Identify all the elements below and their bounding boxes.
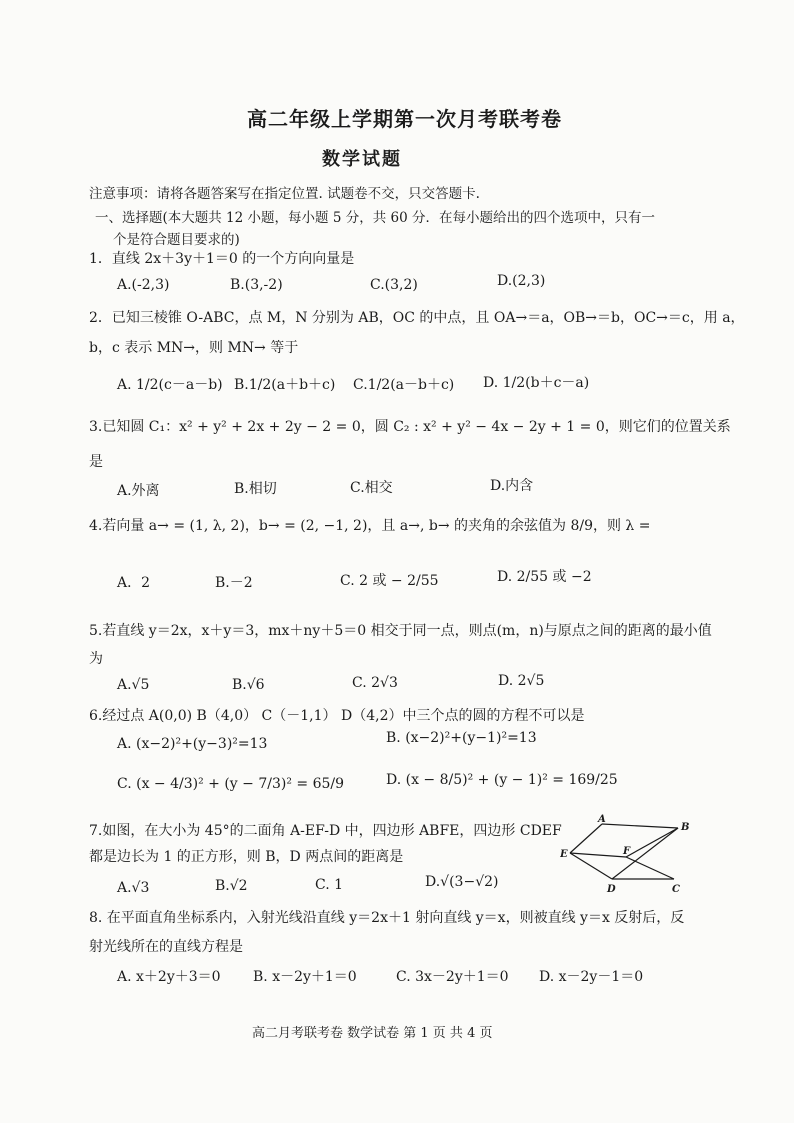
question-5-stem-line1: 5.若直线 y＝2x，x＋y＝3，mx＋ny＋5＝0 相交于同一点，则点(m，n)与原点之间的距离的最小值 bbox=[89, 623, 712, 639]
question-2-stem-line2: b，c 表示 MN→，则 MN→ 等于 bbox=[89, 340, 299, 356]
question-7-option-d: D.√(3−√2) bbox=[425, 874, 499, 890]
exam-title: 高二年级上学期第一次月考联考卷 bbox=[247, 107, 562, 131]
question-5-option-b: B.√6 bbox=[232, 677, 265, 693]
dihedral-angle-figure bbox=[560, 812, 700, 896]
question-7-stem-line1: 7.如图，在大小为 45°的二面角 A-EF-D 中，四边形 ABFE，四边形 CDEF bbox=[89, 823, 562, 839]
exam-subtitle: 数学试题 bbox=[322, 149, 402, 170]
question-4-option-d: D. 2/55 或 −2 bbox=[497, 569, 592, 585]
question-4-option-b: B.－2 bbox=[215, 575, 253, 591]
question-2-option-a: A. 1/2(c－a－b) bbox=[117, 377, 223, 393]
notice-text: 注意事项：请将各题答案写在指定位置. 试题卷不交，只交答题卡. bbox=[89, 186, 480, 202]
question-4-option-c: C. 2 或 − 2/55 bbox=[340, 573, 439, 589]
question-1-option-a: A.(-2,3) bbox=[117, 277, 170, 293]
question-5-stem-line2: 为 bbox=[89, 651, 103, 667]
label-f: F bbox=[623, 846, 631, 857]
edge-e-a bbox=[570, 824, 602, 853]
question-3-stem-line1: 3.已知圆 C₁：x² + y² + 2x + 2y − 2 = 0，圆 C₂ : x² + y² − 4x − 2y + 1 = 0，则它们的位置关系 bbox=[89, 419, 731, 435]
question-1-option-b: B.(3,-2) bbox=[230, 277, 283, 293]
question-5-option-d: D. 2√5 bbox=[498, 673, 545, 689]
question-6-stem: 6.经过点 A(0,0) B（4,0） C（－1,1） D（4,2）中三个点的圆的方程不可以是 bbox=[89, 708, 585, 724]
label-d: D bbox=[607, 884, 616, 895]
question-1-stem: 1．直线 2x＋3y＋1＝0 的一个方向向量是 bbox=[89, 251, 355, 267]
question-2-stem-line1: 2．已知三棱锥 O-ABC，点 M，N 分别为 AB，OC 的中点，且 OA→＝a，OB→＝b，OC→＝c，用 a， bbox=[89, 310, 745, 326]
segment-b-d bbox=[612, 828, 678, 879]
section-heading-line1: 一、选择题(本大题共 12 小题，每小题 5 分，共 60 分．在每小题给出的四个选项中，只有一 bbox=[95, 210, 655, 226]
question-8-option-a: A. x＋2y＋3＝0 bbox=[117, 969, 221, 985]
question-5-option-c: C. 2√3 bbox=[352, 675, 398, 691]
question-4-stem: 4.若向量 a→ = (1, λ, 2)，b→ = (2, −1, 2)，且 a→, b→ 的夹角的余弦值为 8/9，则 λ = bbox=[89, 518, 651, 534]
label-e: E bbox=[560, 849, 568, 860]
question-6-option-a: A. (x−2)²+(y−3)²=13 bbox=[117, 736, 268, 752]
question-8-option-c: C. 3x－2y＋1＝0 bbox=[396, 969, 509, 985]
question-1-option-d: D.(2,3) bbox=[497, 273, 546, 289]
question-2-option-c: C.1/2(a－b＋c) bbox=[353, 377, 455, 393]
question-8-option-b: B. x－2y＋1＝0 bbox=[253, 969, 357, 985]
question-6-option-c: C. (x − 4/3)² + (y − 7/3)² = 65/9 bbox=[117, 776, 345, 792]
edge-e-f bbox=[570, 853, 626, 857]
question-8-stem-line1: 8. 在平面直角坐标系内，入射光线沿直线 y＝2x＋1 射向直线 y＝x，则被直线 y＝x 反射后，反 bbox=[89, 910, 685, 926]
page-footer: 高二月考联考卷 数学试卷 第 1 页 共 4 页 bbox=[252, 1026, 493, 1041]
question-2-option-d: D. 1/2(b＋c－a) bbox=[483, 375, 590, 391]
edge-a-b bbox=[602, 824, 678, 828]
question-3-option-d: D.内含 bbox=[490, 478, 534, 494]
edge-f-c bbox=[626, 857, 674, 879]
question-5-option-a: A.√5 bbox=[117, 677, 150, 693]
edge-f-b bbox=[626, 828, 678, 857]
edge-e-d bbox=[570, 853, 612, 879]
question-3-option-a: A.外离 bbox=[117, 483, 160, 499]
question-3-option-c: C.相交 bbox=[350, 480, 393, 496]
label-a: A bbox=[598, 814, 606, 825]
question-6-option-d: D. (x − 8/5)² + (y − 1)² = 169/25 bbox=[386, 772, 618, 788]
question-8-option-d: D. x－2y－1＝0 bbox=[539, 969, 644, 985]
question-6-option-b: B. (x−2)²+(y−1)²=13 bbox=[386, 730, 537, 746]
question-7-option-a: A.√3 bbox=[117, 880, 150, 896]
label-c: C bbox=[672, 884, 680, 895]
label-b: B bbox=[681, 822, 690, 833]
question-7-stem-line2: 都是边长为 1 的正方形，则 B，D 两点间的距离是 bbox=[89, 849, 404, 865]
question-3-stem-line2: 是 bbox=[89, 454, 103, 470]
question-8-stem-line2: 射光线所在的直线方程是 bbox=[89, 939, 243, 955]
question-7-option-b: B.√2 bbox=[215, 878, 248, 894]
question-1-option-c: C.(3,2) bbox=[370, 277, 418, 293]
question-2-option-b: B.1/2(a＋b＋c) bbox=[234, 377, 336, 393]
question-3-option-b: B.相切 bbox=[234, 481, 277, 497]
question-7-option-c: C. 1 bbox=[315, 877, 344, 893]
section-heading-line2: 个是符合题目要求的) bbox=[113, 232, 240, 248]
question-4-option-a: A．2 bbox=[117, 575, 151, 591]
